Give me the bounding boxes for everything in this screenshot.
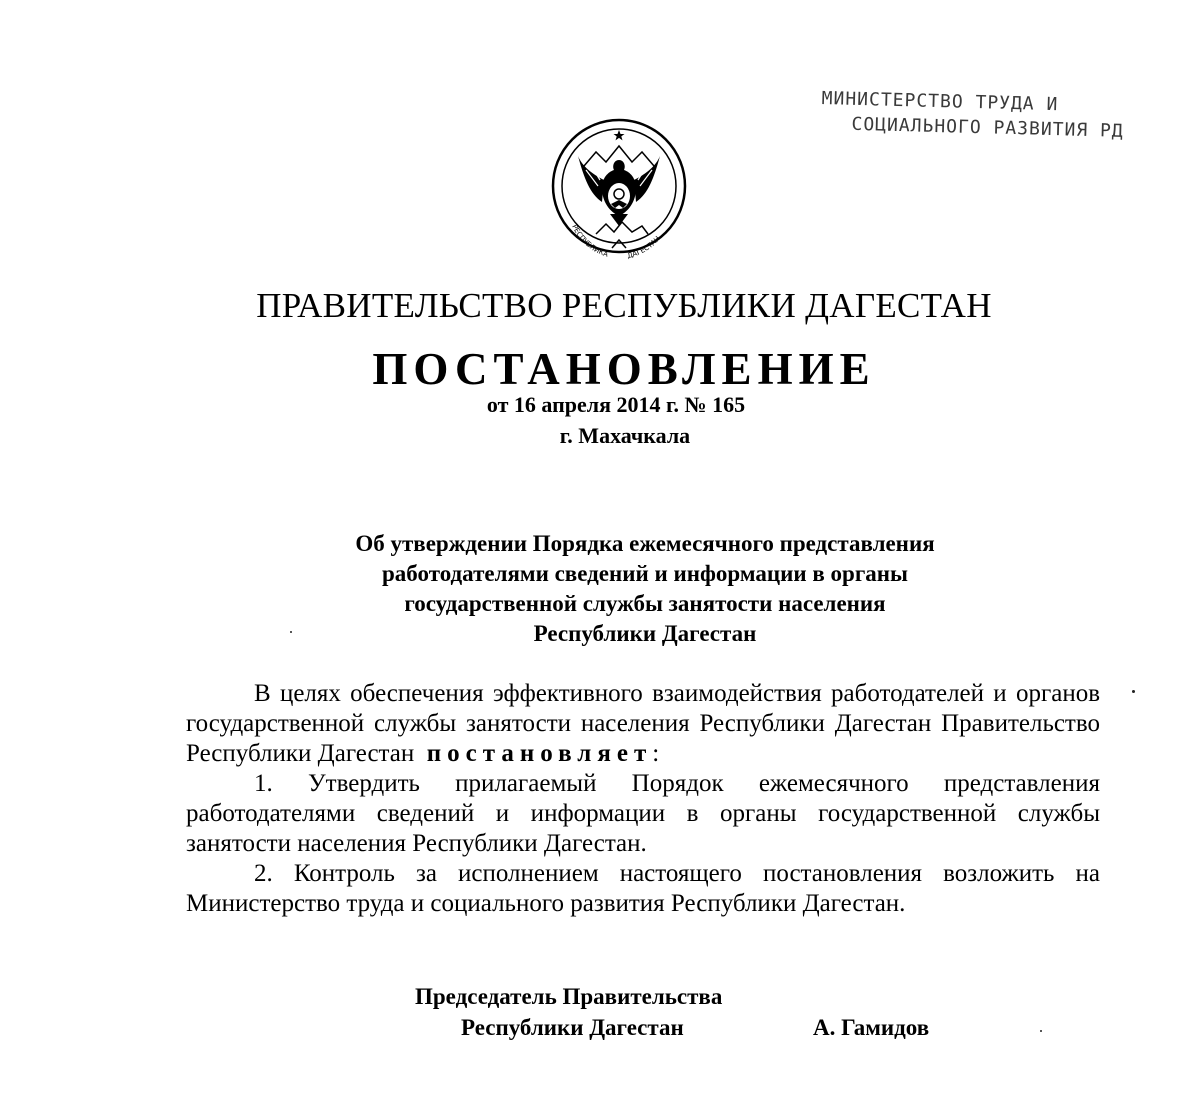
stamp-line-2: СОЦИАЛЬНОГО РАЗВИТИЯ РД [851, 113, 1124, 142]
svg-text:ДАГЕСТАН [627, 235, 662, 260]
emblem-ring-text-right: ДАГЕСТАН [626, 234, 662, 261]
ministry-stamp [821, 86, 1125, 144]
document-city: г. Махачкала [559, 423, 691, 448]
scan-speck [1040, 1030, 1042, 1032]
subject-line: Республики Дагестан [533, 621, 757, 646]
item-2-paragraph: 2. Контроль за исполнением настоящего постановления возложить на Министерство труда и социального развития Республики Дагестан. [186, 860, 1100, 917]
signatory-position-line-2 [415, 1012, 975, 1043]
document-date-number: от 16 апреля 2014 г. № 165 [486, 392, 746, 417]
signatory-name: А. Гамидов [813, 1015, 930, 1040]
emblem-ring-text-left: РЕСПУБЛИКА [570, 223, 610, 259]
decides-keyword: постановляет [426, 740, 653, 767]
item-1-paragraph: 1. Утвердить прилагаемый Порядок ежемесячного представления работодателями сведений и информации в органы государственной службы занятости населения Республики Дагестан. [186, 770, 1100, 857]
document-type-title: ПОСТАНОВЛЕНИЕ [372, 344, 876, 394]
signature-block [415, 981, 975, 1043]
document-body [186, 679, 1100, 919]
signatory-position-text: Республики Дагестан [461, 1015, 684, 1040]
decides-colon: : [652, 740, 660, 767]
preamble-paragraph [186, 679, 1100, 769]
coat-of-arms-emblem [544, 108, 694, 270]
subject-line: работодателями сведений и информации в органы [382, 561, 908, 586]
scan-speck [1132, 690, 1135, 693]
preamble-text: В целях обеспечения эффективного взаимодействия работодателей и органов государственной службы занятости населения Республики Дагестан Правительство Республики Дагестан [186, 680, 1100, 767]
government-title: ПРАВИТЕЛЬСТВО РЕСПУБЛИКИ ДАГЕСТАН [256, 286, 992, 325]
subject-line: государственной службы занятости населения [404, 591, 886, 616]
subject-line: Об утверждении Порядка ежемесячного представления [355, 531, 935, 556]
scan-speck [290, 631, 292, 633]
stamp-line-1: МИНИСТЕРСТВО ТРУДА И [821, 87, 1059, 116]
signatory-position-line-1: Председатель Правительства [415, 984, 723, 1009]
document-subject [0, 529, 1200, 649]
